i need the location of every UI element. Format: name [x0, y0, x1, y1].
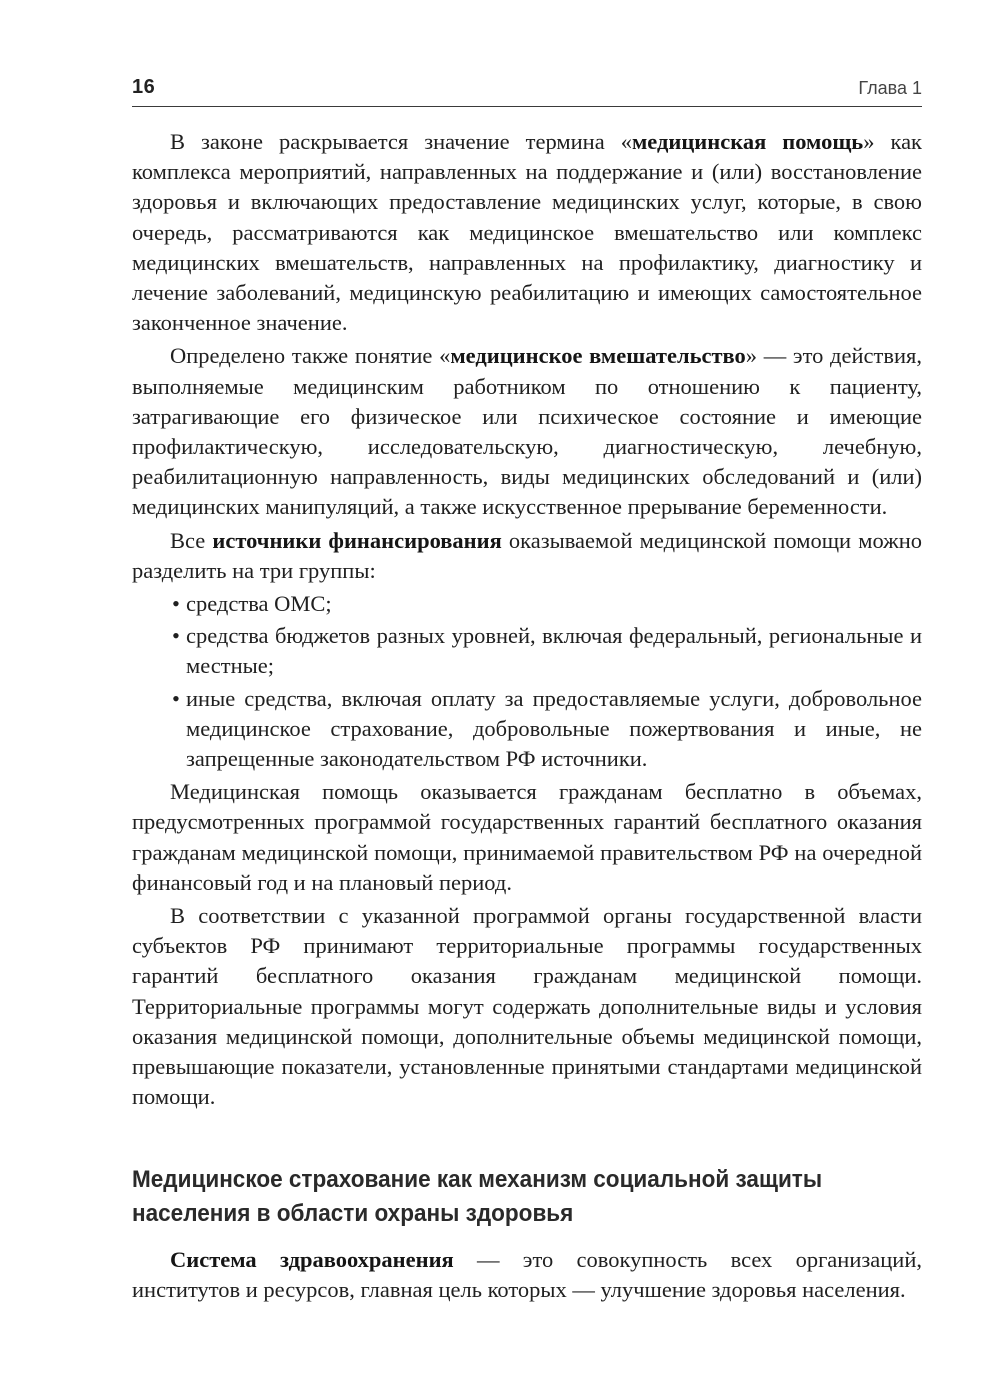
paragraph-territorial-programs: В соответствии с указанной программой органы государственной власти субъектов РФ принимают территориальные программы государственных гарантий бесплатного оказания гражданам медицинской помощи. Территориальные программы могут содержать дополнительные виды и условия оказания медицинской помощи, дополнительные объемы медицинской помощи, превышающие показатели, установленные принятыми стандартами медицинской помощи. [132, 903, 922, 1110]
term-funding-sources: источники финансирования [212, 527, 502, 553]
paragraph-free-care: Медицинская помощь оказывается гражданам бесплатно в объемах, предусмотренных программой государственных гарантий бесплатного оказания гражданам медицинской помощи, принимаемой правительством РФ на очередной финансовый год и на плановый период. [132, 779, 922, 895]
term-healthcare-system: Система здравоохранения [170, 1246, 454, 1272]
term-medical-care: медицинская помощь [631, 129, 864, 154]
list-item: • иные средства, включая оплату за предоставляемые услуги, добровольное медицинское страхование, добровольные пожертвования и иные, не запрещенные законодательством РФ источники. [172, 685, 922, 772]
page-number: 16 [132, 76, 156, 98]
paragraph-medical-care: В законе раскрывается значение термина «медицинская помощь» как комплекса мероприятий, направленных на поддержание и (или) восстановление здоровья и включающих предоставление медицинских услуг, которые, в свою очередь, рассматриваются как медицинское вмешательство или комплекс медицинских вмешательств, направленных на профилактику, диагностику и лечение заболеваний, медицинскую реабилитацию и имеющих самостоятельное законченное значение. [132, 129, 922, 336]
term-medical-intervention: медицинское вмешательство [450, 343, 746, 369]
bullet-icon: • [172, 591, 180, 617]
list-item: • средства ОМС; [132, 589, 922, 619]
chapter-label: Глава 1 [858, 78, 922, 98]
page-body [132, 127, 922, 1308]
paragraph-medical-intervention: Определено также понятие «медицинское вмешательство» — это действия, выполняемые медицинским работником по отношению к пациенту, затрагивающие его физическое или психическое состояние и имеющие профилактическую, исследовательскую, диагностическую, лечебную, реабилитационную направленность, виды медицинских обследований и (или) медицинских манипуляций, а также искусственное прерывание беременности. [132, 343, 922, 520]
paragraph-funding-sources: Все источники финансирования оказываемой медицинской помощи можно разделить на три группы: [132, 527, 922, 583]
bullet-icon: • [172, 623, 180, 649]
section-heading: Медицинское страхование как механизм социальной защиты населения в области охраны здоровья [132, 1165, 823, 1227]
funding-sources-list [132, 589, 922, 774]
page-header [132, 76, 922, 107]
bullet-icon: • [172, 685, 180, 711]
paragraph-healthcare-system: Система здравоохранения — это совокупность всех организаций, институтов и ресурсов, главная цель которых — улучшение здоровья населения. [132, 1246, 922, 1302]
list-item: • средства бюджетов разных уровней, включая федеральный, региональные и местные; [172, 623, 922, 679]
